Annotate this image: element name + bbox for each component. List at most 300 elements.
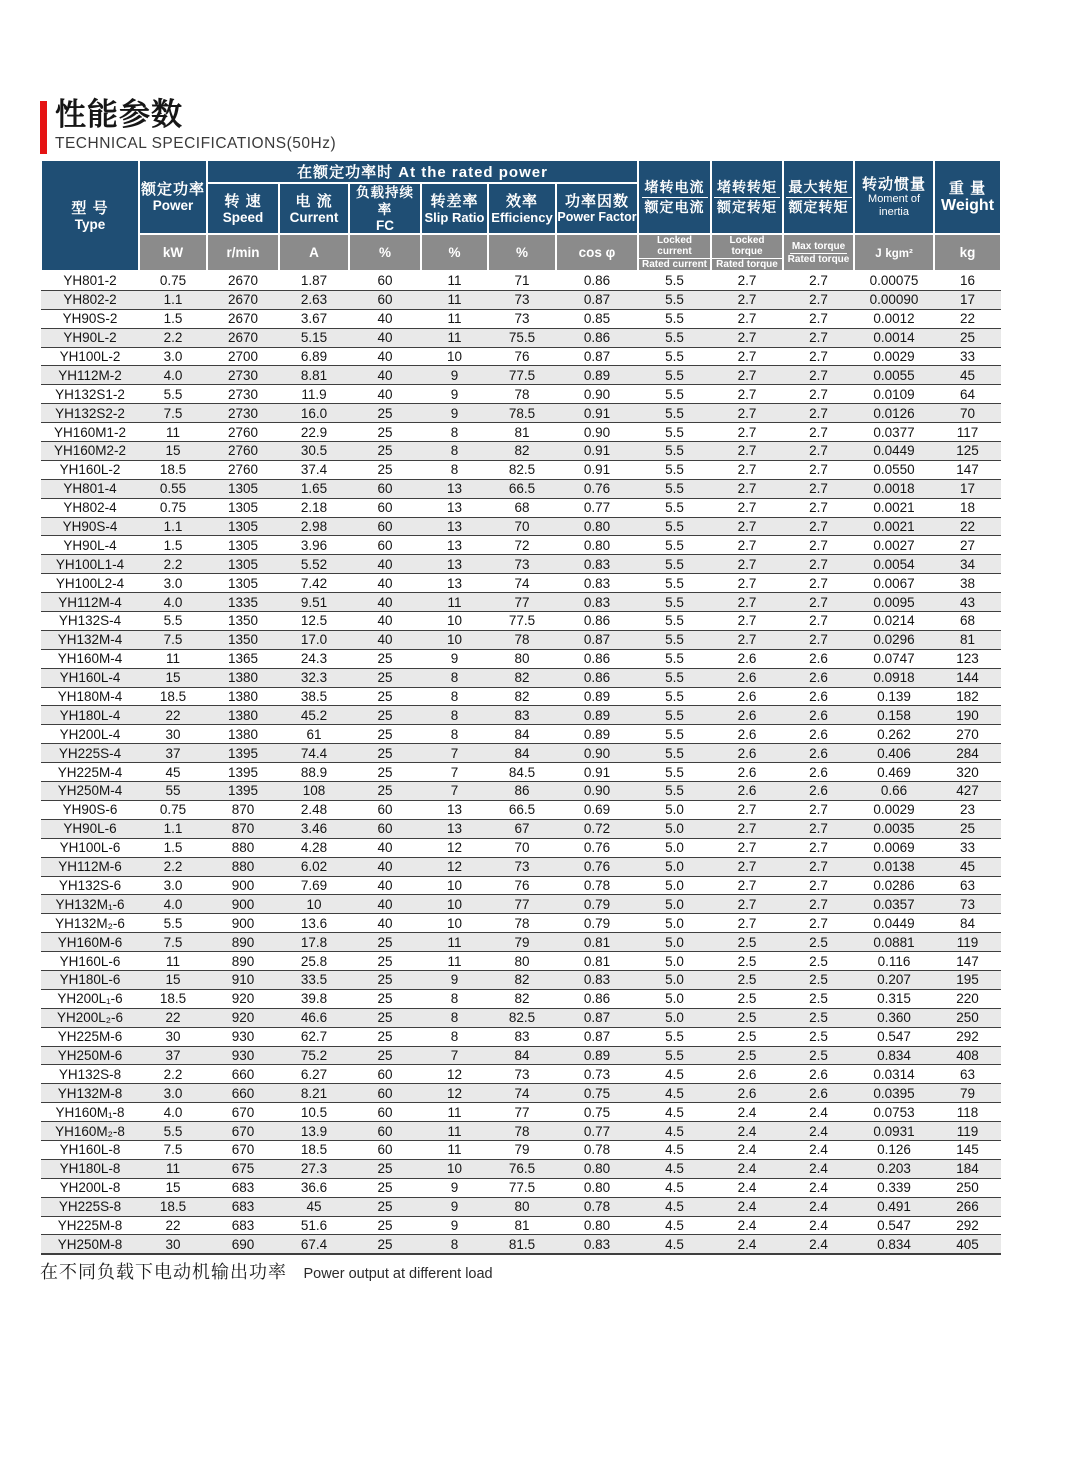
cell-value: 0.90 — [556, 744, 638, 763]
cell-value: 2.6 — [783, 744, 854, 763]
cell-value: 930 — [207, 1046, 279, 1065]
cell-value: 900 — [207, 895, 279, 914]
cell-value: 2.5 — [711, 1027, 783, 1046]
cell-value: 0.0357 — [854, 895, 934, 914]
cell-value: 5.0 — [638, 914, 711, 933]
cell-value: 2.4 — [783, 1216, 854, 1235]
cell-value: 25 — [349, 1216, 421, 1235]
cell-value: 0.834 — [854, 1046, 934, 1065]
cell-model: YH801-4 — [41, 479, 139, 498]
cell-value: 0.86 — [556, 649, 638, 668]
cell-value: 12 — [421, 1065, 488, 1084]
cell-model: YH90S-6 — [41, 800, 139, 819]
cell-value: 25 — [349, 649, 421, 668]
cell-value: 2.7 — [783, 423, 854, 442]
cell-value: 0.87 — [556, 630, 638, 649]
cell-value: 5.0 — [638, 989, 711, 1008]
cell-value: 0.406 — [854, 744, 934, 763]
cell-value: 33 — [934, 347, 1001, 366]
cell-value: 1365 — [207, 649, 279, 668]
cell-value: 2.2 — [139, 857, 207, 876]
cell-value: 0.0286 — [854, 876, 934, 895]
cell-value: 0.139 — [854, 687, 934, 706]
cell-value: 66.5 — [488, 800, 556, 819]
cell-value: 2.4 — [783, 1235, 854, 1254]
cell-value: 2.7 — [783, 498, 854, 517]
table-row — [41, 630, 1001, 649]
cell-value: 284 — [934, 744, 1001, 763]
cell-value: 2760 — [207, 423, 279, 442]
cell-value: 88.9 — [279, 763, 349, 782]
cell-value: 2.7 — [783, 442, 854, 461]
cell-value: 8 — [421, 725, 488, 744]
cell-value: 2.5 — [711, 1008, 783, 1027]
table-row — [41, 725, 1001, 744]
cell-value: 2670 — [207, 328, 279, 347]
cell-value: 1.1 — [139, 517, 207, 536]
cell-value: 2.63 — [279, 290, 349, 309]
cell-value: 5.5 — [638, 290, 711, 309]
cell-value: 0.75 — [556, 1103, 638, 1122]
cell-model: YH132M₁-6 — [41, 895, 139, 914]
table-row — [41, 970, 1001, 989]
col-header-fc: 负载持续率 FC — [349, 183, 421, 234]
cell-value: 25 — [349, 668, 421, 687]
cell-value: 2.7 — [783, 517, 854, 536]
table-row — [41, 1008, 1001, 1027]
col-header-weight: 重 量 Weight — [934, 160, 1001, 234]
cell-value: 22 — [139, 706, 207, 725]
cell-value: 0.547 — [854, 1027, 934, 1046]
cell-model: YH160L-6 — [41, 952, 139, 971]
cell-value: 292 — [934, 1216, 1001, 1235]
cell-value: 7.69 — [279, 876, 349, 895]
cell-value: 0.0035 — [854, 819, 934, 838]
col-header-inertia: 转动惯量 Moment of inertia — [854, 160, 934, 234]
cell-value: 82 — [488, 989, 556, 1008]
cell-value: 0.90 — [556, 423, 638, 442]
cell-value: 9 — [421, 649, 488, 668]
cell-value: 1.5 — [139, 838, 207, 857]
cell-value: 119 — [934, 1122, 1001, 1141]
cell-value: 5.5 — [638, 423, 711, 442]
cell-value: 123 — [934, 649, 1001, 668]
cell-value: 0.79 — [556, 914, 638, 933]
cell-value: 2.7 — [711, 630, 783, 649]
cell-value: 2.4 — [783, 1178, 854, 1197]
cell-value: 74.4 — [279, 744, 349, 763]
cell-model: YH132M-8 — [41, 1084, 139, 1103]
cell-value: 2.7 — [783, 290, 854, 309]
cell-value: 5.5 — [139, 914, 207, 933]
cell-value: 5.5 — [638, 385, 711, 404]
cell-value: 0.0055 — [854, 366, 934, 385]
cell-value: 7 — [421, 1046, 488, 1065]
cell-value: 40 — [349, 366, 421, 385]
unit-power-factor: cos φ — [556, 234, 638, 271]
cell-value: 25 — [349, 744, 421, 763]
cell-value: 2.7 — [711, 593, 783, 612]
cell-value: 2.6 — [711, 687, 783, 706]
cell-value: 5.52 — [279, 555, 349, 574]
cell-value: 16.0 — [279, 404, 349, 423]
cell-value: 84 — [488, 725, 556, 744]
cell-value: 2.4 — [711, 1235, 783, 1254]
cell-value: 2.7 — [783, 479, 854, 498]
cell-value: 37 — [139, 744, 207, 763]
cell-value: 0.0012 — [854, 309, 934, 328]
cell-value: 45 — [279, 1197, 349, 1216]
cell-value: 5.0 — [638, 876, 711, 895]
cell-value: 9 — [421, 404, 488, 423]
cell-value: 79 — [488, 933, 556, 952]
cell-value: 0.0054 — [854, 555, 934, 574]
cell-value: 0.86 — [556, 612, 638, 631]
cell-value: 184 — [934, 1159, 1001, 1178]
cell-value: 10 — [421, 895, 488, 914]
cell-model: YH180L-8 — [41, 1159, 139, 1178]
cell-value: 4.5 — [638, 1197, 711, 1216]
cell-value: 15 — [139, 442, 207, 461]
cell-value: 5.0 — [638, 819, 711, 838]
cell-value: 0.87 — [556, 347, 638, 366]
cell-value: 73 — [488, 309, 556, 328]
cell-value: 5.5 — [139, 385, 207, 404]
cell-value: 11 — [421, 1140, 488, 1159]
cell-value: 660 — [207, 1084, 279, 1103]
unit-current: A — [279, 234, 349, 271]
cell-value: 2.7 — [783, 328, 854, 347]
cell-value: 17.0 — [279, 630, 349, 649]
cell-value: 12.5 — [279, 612, 349, 631]
table-row — [41, 763, 1001, 782]
cell-value: 1305 — [207, 517, 279, 536]
cell-value: 11 — [139, 649, 207, 668]
table-row — [41, 366, 1001, 385]
cell-value: 76 — [488, 876, 556, 895]
cell-value: 13 — [421, 574, 488, 593]
cell-value: 10 — [421, 630, 488, 649]
cell-value: 2.6 — [783, 706, 854, 725]
cell-value: 33.5 — [279, 970, 349, 989]
cell-value: 9.51 — [279, 593, 349, 612]
cell-value: 0.75 — [139, 498, 207, 517]
cell-value: 25 — [349, 460, 421, 479]
cell-value: 73 — [488, 857, 556, 876]
cell-value: 2.7 — [711, 819, 783, 838]
cell-value: 13.9 — [279, 1122, 349, 1141]
cell-value: 3.0 — [139, 1084, 207, 1103]
cell-value: 0.76 — [556, 838, 638, 857]
cell-value: 8 — [421, 460, 488, 479]
cell-value: 4.0 — [139, 593, 207, 612]
cell-value: 0.81 — [556, 952, 638, 971]
cell-model: YH100L-6 — [41, 838, 139, 857]
cell-model: YH112M-4 — [41, 593, 139, 612]
cell-value: 6.89 — [279, 347, 349, 366]
cell-value: 147 — [934, 460, 1001, 479]
cell-value: 0.0214 — [854, 612, 934, 631]
cell-value: 8 — [421, 423, 488, 442]
cell-value: 83 — [488, 706, 556, 725]
cell-value: 60 — [349, 271, 421, 290]
table-row — [41, 1197, 1001, 1216]
unit-locked-torque: Locked torque Rated torque — [711, 234, 783, 271]
cell-value: 920 — [207, 989, 279, 1008]
cell-value: 5.5 — [638, 347, 711, 366]
cell-value: 2.7 — [711, 536, 783, 555]
cell-value: 45 — [934, 366, 1001, 385]
cell-value: 0.91 — [556, 460, 638, 479]
cell-value: 2700 — [207, 347, 279, 366]
cell-value: 13 — [421, 517, 488, 536]
cell-value: 2.5 — [711, 989, 783, 1008]
cell-value: 74 — [488, 574, 556, 593]
table-row — [41, 385, 1001, 404]
cell-value: 670 — [207, 1140, 279, 1159]
cell-value: 25 — [349, 970, 421, 989]
cell-value: 1.1 — [139, 290, 207, 309]
table-header — [41, 160, 1001, 271]
cell-value: 5.0 — [638, 895, 711, 914]
unit-inertia: J kgm² — [854, 234, 934, 271]
cell-value: 40 — [349, 328, 421, 347]
cell-value: 40 — [349, 630, 421, 649]
cell-value: 74 — [488, 1084, 556, 1103]
cell-value: 0.76 — [556, 479, 638, 498]
cell-value: 0.91 — [556, 763, 638, 782]
cell-value: 6.27 — [279, 1065, 349, 1084]
unit-power: kW — [139, 234, 207, 271]
cell-value: 1335 — [207, 593, 279, 612]
cell-model: YH802-4 — [41, 498, 139, 517]
cell-value: 64 — [934, 385, 1001, 404]
page-subtitle: TECHNICAL SPECIFICATIONS(50Hz) — [55, 135, 337, 152]
cell-value: 40 — [349, 914, 421, 933]
cell-value: 0.547 — [854, 1216, 934, 1235]
cell-model: YH90S-2 — [41, 309, 139, 328]
cell-value: 25 — [349, 782, 421, 801]
cell-value: 73 — [488, 1065, 556, 1084]
cell-value: 11 — [421, 271, 488, 290]
cell-model: YH160M1-2 — [41, 423, 139, 442]
cell-value: 2.6 — [711, 668, 783, 687]
cell-value: 0.91 — [556, 442, 638, 461]
cell-value: 683 — [207, 1197, 279, 1216]
cell-value: 2.7 — [783, 876, 854, 895]
cell-value: 1395 — [207, 744, 279, 763]
cell-value: 0.87 — [556, 1027, 638, 1046]
cell-model: YH200L-4 — [41, 725, 139, 744]
cell-value: 73 — [488, 290, 556, 309]
cell-value: 7 — [421, 744, 488, 763]
cell-value: 5.5 — [638, 366, 711, 385]
cell-value: 0.0449 — [854, 914, 934, 933]
cell-value: 118 — [934, 1103, 1001, 1122]
cell-value: 2.4 — [783, 1103, 854, 1122]
cell-value: 5.5 — [638, 649, 711, 668]
cell-value: 119 — [934, 933, 1001, 952]
cell-value: 2.5 — [783, 1008, 854, 1027]
cell-value: 0.0918 — [854, 668, 934, 687]
cell-value: 2.5 — [783, 1046, 854, 1065]
cell-value: 2.7 — [711, 838, 783, 857]
cell-value: 4.0 — [139, 1103, 207, 1122]
cell-value: 82 — [488, 668, 556, 687]
cell-model: YH160L-8 — [41, 1140, 139, 1159]
table-row — [41, 612, 1001, 631]
cell-value: 0.72 — [556, 819, 638, 838]
cell-value: 86 — [488, 782, 556, 801]
footer-caption-en: Power output at different load — [303, 1266, 493, 1282]
cell-value: 25 — [349, 1235, 421, 1254]
table-row — [41, 1216, 1001, 1235]
cell-value: 2.7 — [711, 914, 783, 933]
cell-value: 2.98 — [279, 517, 349, 536]
cell-value: 45.2 — [279, 706, 349, 725]
cell-value: 18.5 — [139, 1197, 207, 1216]
cell-value: 0.80 — [556, 1178, 638, 1197]
cell-value: 40 — [349, 593, 421, 612]
cell-value: 0.339 — [854, 1178, 934, 1197]
cell-value: 5.5 — [638, 404, 711, 423]
table-row — [41, 498, 1001, 517]
cell-value: 3.0 — [139, 574, 207, 593]
cell-value: 4.5 — [638, 1084, 711, 1103]
cell-model: YH250M-8 — [41, 1235, 139, 1254]
cell-value: 2.4 — [783, 1197, 854, 1216]
cell-value: 0.207 — [854, 970, 934, 989]
cell-value: 2.4 — [711, 1159, 783, 1178]
cell-value: 690 — [207, 1235, 279, 1254]
cell-model: YH160M2-2 — [41, 442, 139, 461]
cell-value: 0.0021 — [854, 498, 934, 517]
table-row — [41, 328, 1001, 347]
table-row — [41, 1159, 1001, 1178]
cell-value: 22 — [934, 517, 1001, 536]
cell-value: 2.7 — [783, 347, 854, 366]
table-row — [41, 914, 1001, 933]
cell-value: 11 — [139, 1159, 207, 1178]
cell-value: 0.0377 — [854, 423, 934, 442]
cell-model: YH100L2-4 — [41, 574, 139, 593]
cell-value: 13 — [421, 498, 488, 517]
cell-value: 2.7 — [711, 309, 783, 328]
cell-value: 0.87 — [556, 1008, 638, 1027]
cell-value: 40 — [349, 574, 421, 593]
cell-value: 0.89 — [556, 366, 638, 385]
unit-speed: r/min — [207, 234, 279, 271]
cell-value: 2.7 — [783, 574, 854, 593]
cell-value: 60 — [349, 498, 421, 517]
cell-value: 3.67 — [279, 309, 349, 328]
cell-value: 71 — [488, 271, 556, 290]
cell-value: 0.85 — [556, 309, 638, 328]
cell-value: 2.7 — [783, 366, 854, 385]
table-row — [41, 555, 1001, 574]
cell-value: 2.7 — [711, 385, 783, 404]
cell-value: 2.48 — [279, 800, 349, 819]
cell-value: 2.6 — [711, 706, 783, 725]
cell-value: 0.69 — [556, 800, 638, 819]
cell-value: 25 — [349, 1197, 421, 1216]
cell-value: 25 — [349, 687, 421, 706]
table-row — [41, 989, 1001, 1008]
cell-value: 60 — [349, 1065, 421, 1084]
cell-value: 2.5 — [783, 933, 854, 952]
cell-value: 1.1 — [139, 819, 207, 838]
cell-value: 25 — [349, 989, 421, 1008]
cell-value: 40 — [349, 555, 421, 574]
table-row — [41, 1235, 1001, 1254]
cell-value: 147 — [934, 952, 1001, 971]
accent-bar — [40, 101, 47, 154]
cell-value: 2.5 — [711, 933, 783, 952]
cell-value: 292 — [934, 1027, 1001, 1046]
cell-value: 2.5 — [783, 970, 854, 989]
cell-value: 0.89 — [556, 1046, 638, 1065]
cell-value: 4.5 — [638, 1235, 711, 1254]
cell-model: YH112M-2 — [41, 366, 139, 385]
unit-max-torque: Max torque Rated torque — [783, 234, 854, 271]
cell-value: 13 — [421, 536, 488, 555]
cell-value: 22 — [139, 1216, 207, 1235]
cell-value: 0.0027 — [854, 536, 934, 555]
cell-value: 0.0018 — [854, 479, 934, 498]
cell-value: 5.5 — [638, 1046, 711, 1065]
cell-value: 2.7 — [783, 800, 854, 819]
cell-value: 2.7 — [783, 630, 854, 649]
table-row — [41, 347, 1001, 366]
cell-model: YH160M-6 — [41, 933, 139, 952]
cell-value: 25 — [349, 1027, 421, 1046]
cell-value: 0.0747 — [854, 649, 934, 668]
cell-value: 2.5 — [711, 952, 783, 971]
cell-value: 2.4 — [711, 1122, 783, 1141]
cell-value: 8 — [421, 989, 488, 1008]
cell-value: 4.0 — [139, 895, 207, 914]
cell-value: 0.75 — [556, 1084, 638, 1103]
cell-value: 10 — [421, 914, 488, 933]
cell-value: 660 — [207, 1065, 279, 1084]
cell-value: 880 — [207, 838, 279, 857]
cell-value: 5.0 — [638, 933, 711, 952]
cell-value: 10 — [421, 876, 488, 895]
cell-value: 1380 — [207, 706, 279, 725]
cell-value: 5.0 — [638, 970, 711, 989]
cell-value: 2.7 — [711, 876, 783, 895]
cell-value: 5.5 — [638, 271, 711, 290]
cell-value: 0.86 — [556, 989, 638, 1008]
cell-value: 405 — [934, 1235, 1001, 1254]
cell-value: 0.158 — [854, 706, 934, 725]
cell-value: 80 — [488, 952, 556, 971]
cell-value: 45 — [139, 763, 207, 782]
cell-value: 2.4 — [783, 1159, 854, 1178]
table-row — [41, 1046, 1001, 1065]
cell-value: 0.83 — [556, 555, 638, 574]
cell-value: 1305 — [207, 555, 279, 574]
cell-value: 61 — [279, 725, 349, 744]
cell-value: 2730 — [207, 404, 279, 423]
cell-value: 2.6 — [783, 649, 854, 668]
cell-value: 2.6 — [711, 1084, 783, 1103]
cell-value: 55 — [139, 782, 207, 801]
cell-value: 18.5 — [279, 1140, 349, 1159]
cell-value: 5.5 — [638, 744, 711, 763]
cell-value: 2.6 — [711, 782, 783, 801]
table-row — [41, 800, 1001, 819]
